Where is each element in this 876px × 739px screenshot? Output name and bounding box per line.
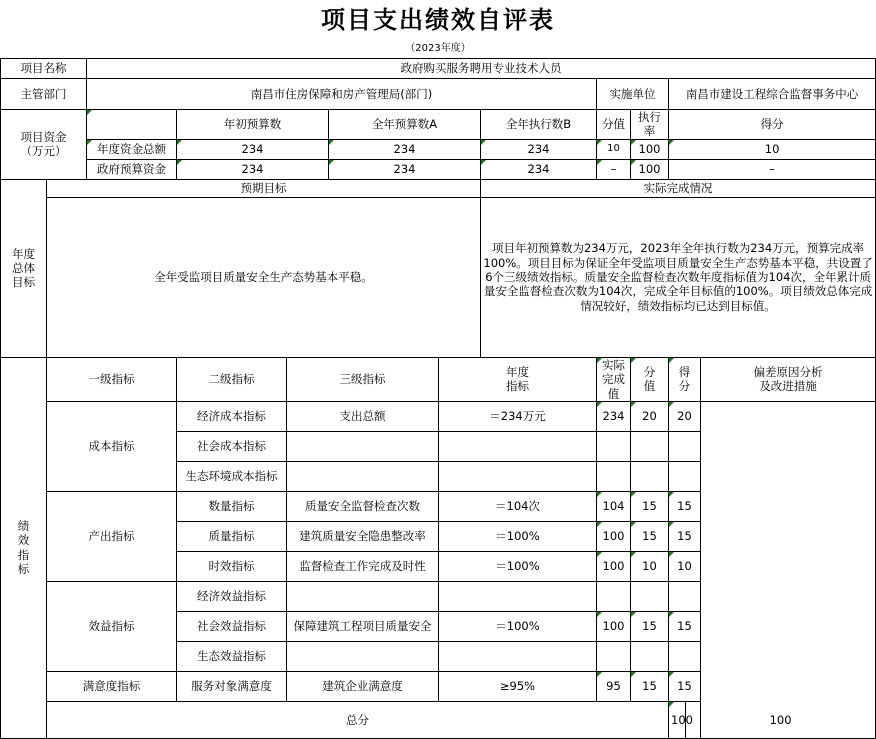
score-value-header: 分 值 [631, 357, 669, 401]
score-cell: 20 [669, 401, 701, 431]
target-cell: ＝234万元 [439, 401, 597, 431]
target-cell [439, 431, 597, 461]
score-cell: 15 [669, 521, 701, 551]
year-label: （2023年度） [405, 43, 471, 54]
project-name-row [1, 59, 876, 79]
target-cell: ＝104次 [439, 491, 597, 521]
funds-score-value-header: 分值 [597, 110, 631, 140]
level1-cell: 满意度指标 [47, 671, 177, 701]
funds-header-row [1, 110, 876, 140]
goals-content-row [1, 197, 876, 357]
score-cell [669, 641, 701, 671]
level2-cell: 服务对象满意度 [177, 671, 287, 701]
level2-cell: 社会效益指标 [177, 611, 287, 641]
score-value-cell: 20 [631, 401, 669, 431]
actual-completion-text: 项目年初预算数为234万元，2023年全年执行数为234万元，预算完成率100%。项目目标为保证全年受监项目质量安全生产态势基本平稳，共设置了6个三级绩效指标。质量安全监督检查次数年度指标值为104次，全年累计质量安全监督检查次数为104次，完成全年目标值的100%。项目绩效总体完成情况较好，绩效指标均已达到目标值。 [481, 197, 876, 357]
funds-executed: 234 [481, 139, 597, 159]
total-score-value: 100 [669, 701, 686, 738]
score-value-cell [631, 581, 669, 611]
total-row [1, 701, 876, 738]
score-cell: 10 [669, 551, 701, 581]
funds-row-name: 政府预算资金 [87, 159, 177, 179]
funds-initial: 234 [177, 139, 329, 159]
level1-header: 一级指标 [47, 357, 177, 401]
funds-annual: 234 [329, 159, 481, 179]
level2-cell: 数量指标 [177, 491, 287, 521]
actual-cell [597, 581, 631, 611]
goals-side-label: 年度 总体 目标 [1, 179, 47, 357]
score-value-cell: 15 [631, 611, 669, 641]
funds-executed-header: 全年执行数B [481, 110, 597, 140]
funds-score-header: 得分 [669, 110, 876, 140]
self-evaluation-table [0, 58, 876, 739]
total-score: 100 [686, 701, 876, 738]
goals-header-row [1, 179, 876, 197]
actual-cell: 100 [597, 551, 631, 581]
level3-cell: 监督检查工作完成及时性 [287, 551, 439, 581]
score-cell [669, 431, 701, 461]
level1-cell: 效益指标 [47, 581, 177, 671]
department-row [1, 79, 876, 110]
score-value-cell: 15 [631, 521, 669, 551]
level2-cell: 生态效益指标 [177, 641, 287, 671]
score-header: 得 分 [669, 357, 701, 401]
target-cell: ＝100% [439, 551, 597, 581]
funds-annual-header: 全年预算数A [329, 110, 481, 140]
target-cell: ＝100% [439, 611, 597, 641]
score-value-cell [631, 431, 669, 461]
target-cell: ＝100% [439, 521, 597, 551]
level3-cell: 保障建筑工程项目质量安全 [287, 611, 439, 641]
level3-cell [287, 641, 439, 671]
actual-cell [597, 641, 631, 671]
score-cell: 15 [669, 671, 701, 701]
score-value-cell: 10 [631, 551, 669, 581]
level2-cell: 生态环境成本指标 [177, 461, 287, 491]
impl-unit-value: 南昌市建设工程综合监督事务中心 [669, 79, 876, 110]
funds-score-value: – [597, 159, 631, 179]
level3-cell [287, 461, 439, 491]
level1-cell: 产出指标 [47, 491, 177, 581]
indicator-row [1, 401, 876, 431]
funds-row-name: 年度资金总额 [87, 139, 177, 159]
level3-cell: 支出总额 [287, 401, 439, 431]
actual-header: 实际 完成值 [597, 357, 631, 401]
analysis-cell [701, 401, 876, 738]
level2-cell: 时效指标 [177, 551, 287, 581]
level3-cell: 建筑企业满意度 [287, 671, 439, 701]
score-value-cell: 15 [631, 671, 669, 701]
score-cell [669, 581, 701, 611]
level2-cell: 经济成本指标 [177, 401, 287, 431]
target-cell [439, 581, 597, 611]
target-cell: ≥95% [439, 671, 597, 701]
expected-goal-text: 全年受监项目质量安全生产态势基本平稳。 [47, 197, 481, 357]
expected-goal-header: 预期目标 [47, 179, 481, 197]
funds-score: 10 [669, 139, 876, 159]
funds-row-gov [1, 159, 876, 179]
funds-initial: 234 [177, 159, 329, 179]
level2-cell: 经济效益指标 [177, 581, 287, 611]
actual-cell: 100 [597, 521, 631, 551]
level2-cell: 质量指标 [177, 521, 287, 551]
target-cell [439, 641, 597, 671]
analysis-header: 偏差原因分析 及改进措施 [701, 357, 876, 401]
project-name-label: 项目名称 [1, 59, 87, 79]
page-title: 项目支出绩效自评表 [321, 5, 555, 34]
actual-cell: 100 [597, 611, 631, 641]
funds-executed: 234 [481, 159, 597, 179]
actual-cell: 95 [597, 671, 631, 701]
total-label: 总分 [47, 701, 669, 738]
target-header: 年度 指标 [439, 357, 597, 401]
level3-cell: 建筑质量安全隐患整改率 [287, 521, 439, 551]
funds-score: – [669, 159, 876, 179]
dept-value: 南昌市住房保障和房产管理局(部门) [87, 79, 597, 110]
funds-label: 项目资金 （万元） [1, 110, 87, 180]
funds-rate: 100 [631, 139, 669, 159]
level1-cell: 成本指标 [47, 401, 177, 491]
target-cell [439, 461, 597, 491]
score-cell: 15 [669, 491, 701, 521]
actual-cell [597, 431, 631, 461]
score-cell: 15 [669, 611, 701, 641]
level3-cell [287, 581, 439, 611]
funds-score-value: 10 [597, 139, 631, 159]
score-cell [669, 461, 701, 491]
dept-label: 主管部门 [1, 79, 87, 110]
actual-completion-header: 实际完成情况 [481, 179, 876, 197]
level2-header: 二级指标 [177, 357, 287, 401]
actual-cell: 234 [597, 401, 631, 431]
funds-rate: 100 [631, 159, 669, 179]
actual-cell: 104 [597, 491, 631, 521]
funds-row-total [1, 139, 876, 159]
score-value-cell: 15 [631, 491, 669, 521]
funds-rate-header: 执行率 [631, 110, 669, 140]
score-value-cell [631, 461, 669, 491]
actual-cell [597, 461, 631, 491]
funds-name-header [87, 110, 177, 140]
level3-cell: 质量安全监督检查次数 [287, 491, 439, 521]
level2-cell: 社会成本指标 [177, 431, 287, 461]
indicator-side-label: 绩 效 指 标 [1, 357, 47, 738]
funds-annual: 234 [329, 139, 481, 159]
project-name-value: 政府购买服务聘用专业技术人员 [87, 59, 876, 79]
indicator-header-row [1, 357, 876, 401]
level3-header: 三级指标 [287, 357, 439, 401]
level3-cell [287, 431, 439, 461]
score-value-cell [631, 641, 669, 671]
funds-initial-header: 年初预算数 [177, 110, 329, 140]
impl-unit-label: 实施单位 [597, 79, 669, 110]
